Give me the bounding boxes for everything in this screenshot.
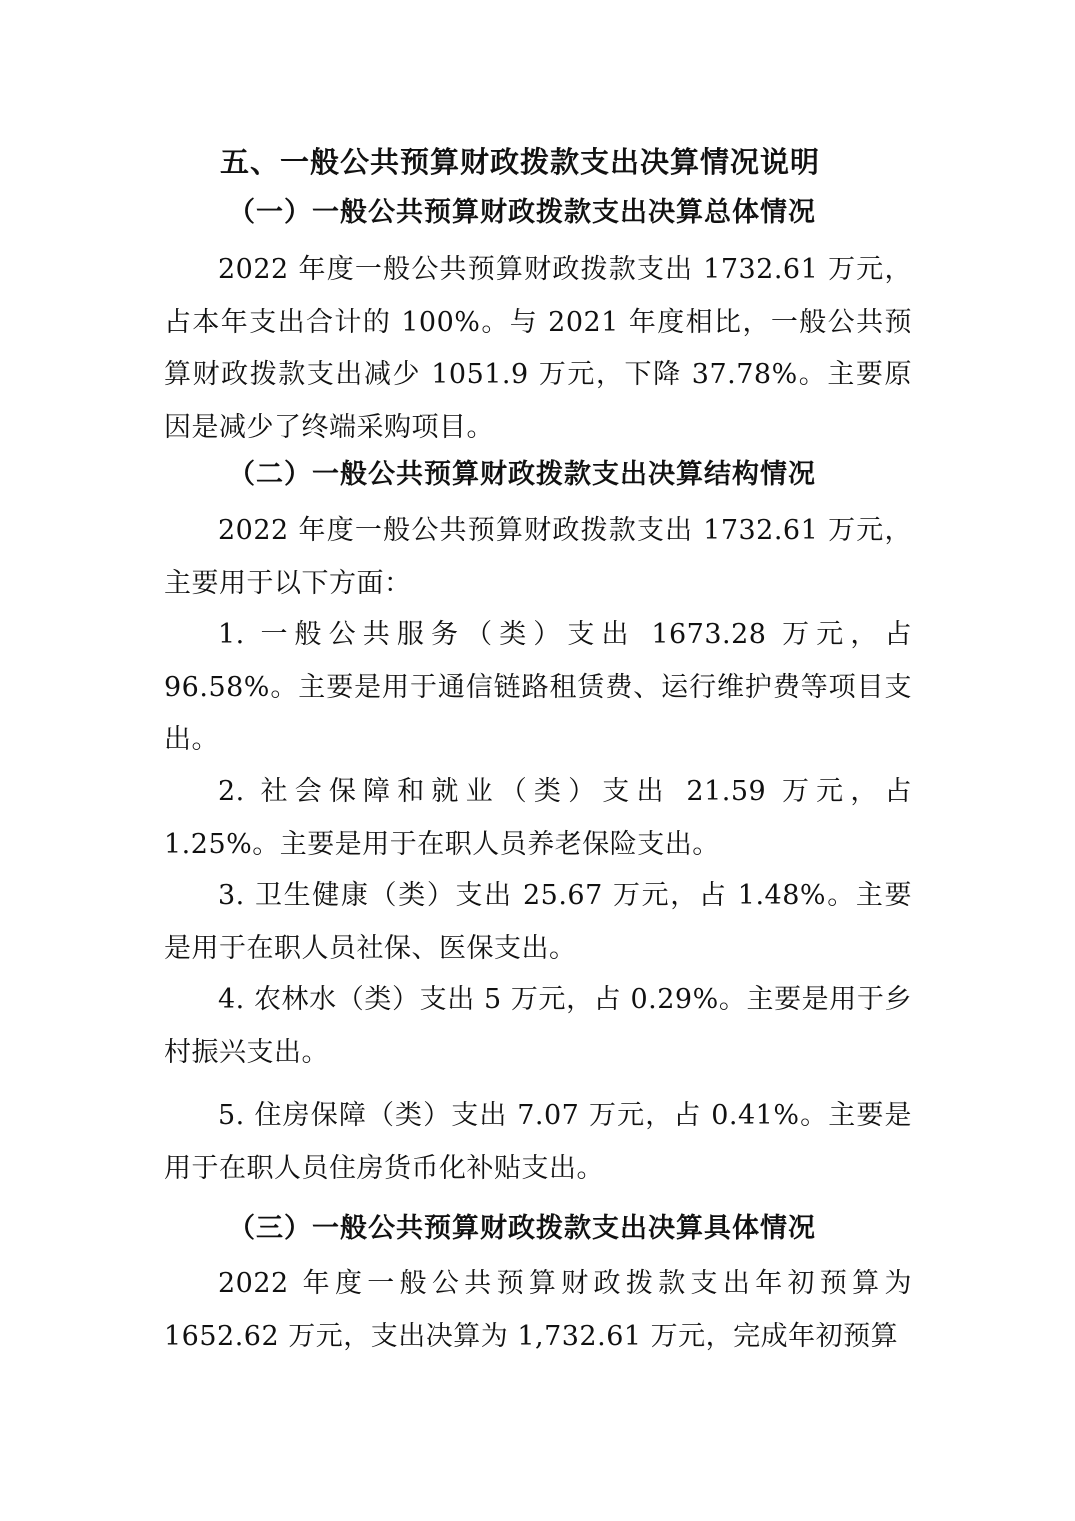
list-item-social-security: 2. 社会保障和就业（类）支出 21.59 万元，占 1.25%。主要是用于在职人员养老保险支出。 (164, 776, 912, 860)
subsection-heading-3: （三）一般公共预算财政拨款支出决算具体情况 (228, 1213, 816, 1244)
list-item-health: 3. 卫生健康（类）支出 25.67 万元，占 1.48%。主要是用于在职人员社保、医保支出。 (164, 880, 912, 964)
paragraph-specific: 2022 年度一般公共预算财政拨款支出年初预算为 1652.62 万元，支出决算为 1,732.61 万元，完成年初预算 (164, 1268, 912, 1352)
list-item-housing: 5. 住房保障（类）支出 7.07 万元，占 0.41%。主要是用于在职人员住房货币化补贴支出。 (164, 1100, 912, 1184)
paragraph-structure-intro: 2022 年度一般公共预算财政拨款支出 1732.61 万元，主要用于以下方面： (164, 515, 912, 599)
section-title: 五、一般公共预算财政拨款支出决算情况说明 (220, 145, 821, 179)
subsection-heading-2: （二）一般公共预算财政拨款支出决算结构情况 (228, 459, 816, 490)
list-item-agriculture: 4. 农林水（类）支出 5 万元，占 0.29%。主要是用于乡村振兴支出。 (164, 984, 912, 1068)
list-item-general-public-services: 1. 一般公共服务（类）支出 1673.28 万元，占 96.58%。主要是用于通信链路租赁费、运行维护费等项目支出。 (164, 619, 912, 755)
paragraph-overall: 2022 年度一般公共预算财政拨款支出 1732.61 万元，占本年支出合计的 100%。与 2021 年度相比，一般公共预算财政拨款支出减少 1051.9 万元，下降 37.78%。主要原因是减少了终端采购项目。 (164, 254, 912, 443)
subsection-heading-1: （一）一般公共预算财政拨款支出决算总体情况 (228, 197, 816, 228)
